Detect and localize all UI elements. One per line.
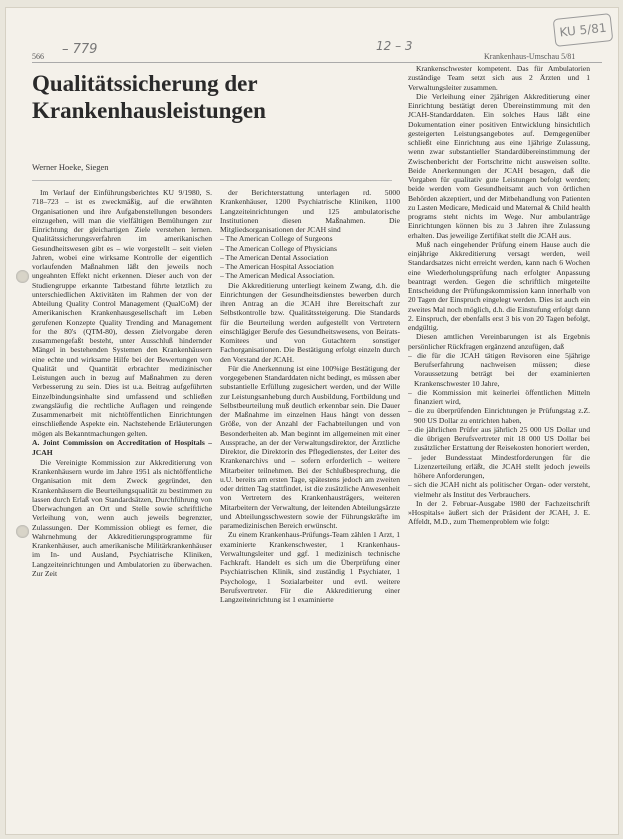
header-rule <box>32 62 602 63</box>
paragraph: Für die Anerkennung ist eine 100%ige Bestätigung der vorgegebenen Standarddaten nicht bedingt, es müssen aber substantielle Erfüllung zugesichert werden, und der Wille zur Leistungsanhebung durch Ausbildung, Fortbildung und Selbstbeurteilung muß deutlich erkennbar sein. Die Dauer der Maßnahme im einzelnen Haus hängt von dessen Größe, von der Anzahl der Fachabteilungen und von Besonderheiten ab. Man beginnt im allgemeinen mit einer Aussprache, an der der Verwaltungsdirektor, der Ärztliche Direktor, die Direktorin des Pflegedienstes, der Leiter des Krankenarchivs und – sofern erforderlich – weitere Mitarbeiter teilnehmen. Bei der Schlußbesprechung, die u.U. bereits am ersten Tage, spätestens jedoch am zweiten oder dritten Tag stattfindet, ist die zusätzliche Anwesenheit von Vertretern des Krankenhausträgers, weiteren Mitarbeitern der Verwaltung, der leitenden Abteilungsärzte und Abteilungsschwestern sowie der Führungskräfte im paramedizinischen Bereich erwünscht. <box>220 363 400 530</box>
paragraph: Muß nach eingehender Prüfung einem Hause auch die einjährige Akkreditierung versagt werden, weil Standardsatzes nicht erreicht werden, kann nach 6 Wochen eine Wiederholungsprüfung nach erfolgter Anpassung beantragt werden. Gegen die schriftlich mitgeteilte Entscheidung der Prüfungskommission kann innerhalb von 20 Tagen der Einspruch eingelegt werden. Dies ist auch ein zweites Mal noch möglich, d.h. die Einstufung erfolgt dann 2. Einspruch, der ebenfalls erst 3 bis von 20 Tagen befolgt, endgültig. <box>408 239 590 332</box>
list-item: – die zu überprüfenden Einrichtungen je Prüfungstag z.Z. 900 US Dollar zu entrichten haben, <box>408 406 590 425</box>
paragraph: Zu einem Krankenhaus-Prüfungs-Team zählen 1 Arzt, 1 examinierte Krankenschwester, 1 Krankenhaus-Verwaltungsleiter und ggf. 1 medizinisch technische Fachkraft. Handelt es sich um die Überprüfung einer Psychiatrischen Klinik, sind zuständig 1 Psychiater, 1 Psychologe, 1 Sozialarbeiter und evtl. weitere Berufsvertreter. Für die Akkreditierung einer Langzeiteinrichtung ist 1 examinierte <box>220 530 400 604</box>
paragraph: Die Akkreditierung unterliegt keinem Zwang, d.h. die Einrichtungen der Gesundheitsdienstes bewerben durch ihren Antrag an die JCAH ihre Bereitschaft zur Selbstkontrolle bzw. Qualitätssteigerung. Die Standards für die Beurteilung werden aufgestellt von Vertretern einschlägiger Berufe des Gesundheitswesens, von Beirats-Komitees und von Gutachtern sonstiger Fachorganisationen. Die Bestätigung erfolgt einzeln durch den Vorstand der JCAH. <box>220 280 400 364</box>
member-item: – The American College of Surgeons <box>220 234 333 244</box>
column-3 <box>408 64 590 826</box>
paragraph: der Berichterstattung unterlagen rd. 5000 Krankenhäuser, 1200 Psychiatrische Kliniken, 1100 Langzeiteinrichtungen und 125 ambulatorische Institutionen diesen Maßnahmen. Die Mitgliedsorganisationen der JCAH sind <box>220 188 400 234</box>
list-item: – die für die JCAH tätigen Revisoren eine 5jährige Berufserfahrung nachweisen müssen; diese Voraussetzung beträgt bei der examinierten Krankenschwester 10 Jahre, <box>408 350 590 388</box>
handwritten-note-center: 12 – 3 <box>376 39 413 53</box>
member-item: – The American Dental Association <box>220 252 329 262</box>
paragraph: In der 2. Februar-Ausgabe 1980 der Fachzeitschrift »Hospitals« äußert sich der Präsident der JCAH, J. E. Affeldt, M.D., zum Themenproblem wie folgt: <box>408 498 590 527</box>
paragraph: Im Verlauf der Einführungsberichtes KU 9/1980, S. 718–723 – ist es zweckmäßig, auf die erwähnten Organisationen und ihre Aufgabenstellungen besonders einzugehen, will man die vielfältigen Bemühungen zur Einrichtung der gleichartigen Ziele verstehen lernen. Qualitätssicherungsverfahren im amerikanischen Gesundheitswesen gibt es – wie vorgestellt – seit vielen Jahren, wobei eine wirksame Kontrolle der eigentlich vorlaufenden Maßnahmen läßt den jeweils noch ungeahnten Effekt nicht erkennen. Dieser auch von der Studiengruppe erkannte Tatbestand führte letztlich zu unterschiedlichen Aktivitäten im Rahmen der von der Abteilung Quality Control Management (QualCoM) der Amerikanischen Krankenhausgesellschaft im Leben gerufenen Konzepte Quality Trending and Management for the 80's (QTM-80), dessen Zielvorgabe deren zusammengefaßt besteht, unter Ausschluß hindernder Mängel in bestehenden Systemen den Krankenhäusern eine echte und wirksame Hilfe bei der Bewertungen von Qualität und Quantität erbrachter medizinischer Leistungen auch in bezug auf Maßnahmen zu deren Verbesserung zu sein. Dies ist u.a. Beitrag aufgeführten Einzelbindungsinhalte sind umfassend und schließen zwangsläufig die rechtliche Auflagen und reingende Zusammenarbeit mit nichtöffentlichen Einrichtungen einschließende Aspekte ein. Nachstehende Erläuterungen mögen als Bekanntmachungen gelten. <box>32 188 212 438</box>
member-item: – The American Medical Association. <box>220 271 335 281</box>
article-title: Qualitätssicherung der Krankenhausleistungen <box>32 71 266 123</box>
paragraph: Diesen amtlichen Vereinbarungen ist als Ergebnis persönlicher Rückfragen ergänzend anzufügen, daß <box>408 332 590 351</box>
column-2 <box>220 188 400 828</box>
list-item: – die jährlichen Prüfer aus jährlich 25 000 US Dollar und die übrigen Berufsvertreter mit 18 000 US Dollar bei zusätzlicher Erstattung der Reisekosten honoriert werden, <box>408 424 590 453</box>
page-number: 566 <box>32 52 44 61</box>
journal-name: Krankenhaus-Umschau 5/81 <box>484 52 576 61</box>
list-item: – sich die JCAH nicht als politischer Organ- oder versteht, vielmehr als Institut des Verbrauchers. <box>408 480 590 499</box>
title-rule <box>32 180 392 181</box>
punch-hole <box>16 270 29 283</box>
paragraph: Die Vereinigte Kommission zur Akkreditierung von Krankenhäusern wurde im Jahre 1951 als nichtöffentliche Organisation mit dem Zweck gegründet, den Krankenhäusern die Beurteilungsqualität zu bestimmen zu lassen durch Erlaß von Standardsätzen, Durchführung von Überwachungen an Ort und Stelle sowie schriftliche Verleihung von, wenn auch jeweils begrenzter, Zulassungen. Der Kommission obliegt es ferner, die Wahrnehmung der Akkreditierungsprogramme für Krankenhäuser, auch amerikanische Militärkrankenhäuser im In- und Ausland, Psychiatrische Kliniken, Langzeiteinrichtungen und Ambulatorien zu überwachen. Zur Zeit <box>32 457 212 578</box>
list-item: – die Kommission mit keinerlei öffentlichen Mitteln finanziert wird, <box>408 387 590 406</box>
archive-stamp: KU 5/81 <box>553 13 614 47</box>
list-item: – jeder Bundesstaat Mindestforderungen für die Lizenzerteilung erläßt, die JCAH stellt jedoch jeweils höhere Anforderungen, <box>408 452 590 480</box>
member-item: – The American College of Physicians <box>220 243 337 253</box>
scanned-page <box>6 8 618 834</box>
article-author: Werner Hoeke, Siegen <box>32 162 109 172</box>
paragraph: Die Verleihung einer 2jährigen Akkreditierung einer Einrichtung bestätigt deren Übereinstimmung mit den JCAH-Standarddaten. Ein solches Haus läßt eine Dokumentation einer positiven Entwicklung hinsichtlich gesteigerten Leistungsangebotes auf. Demgegenüber schließt eine Einrichtung aus eine 1jährige Zulassung, wenn zwar substantieller Standardübereinstimmung der Zwischenbericht der Fortschritte nicht ausweisen sollte. Beide Anerkennungen der JCAH besagen, daß die Vorgaben für qualitativ gute Leistungen befolgt werden; beide werden vom Gesundheitsamt auch von örtlichen Behörden akzeptiert, und der Mitbehandlung von Patienten zu Lasten Medicare, Medicaid und Maternal & Child health programs steht nichts im Wege. Nur ambulanträge Einrichtungen können bis zu 3 Jahren ihre Zulassung erhalten. Das jeweilige Zertifikat stellt die JCAH aus. <box>408 91 590 240</box>
member-item: – The American Hospital Association <box>220 262 334 271</box>
handwritten-note-left: – 779 <box>62 42 98 57</box>
paragraph: Krankenschwester kompetent. Das für Ambulatorien zuständige Team setzt sich aus 2 Ärzten und 1 Verwaltungsleiter zusammen. <box>408 64 590 92</box>
punch-hole <box>16 525 29 538</box>
section-heading: A. Joint Commission on Accreditation of Hospitals – JCAH <box>32 437 212 457</box>
column-1 <box>32 188 212 828</box>
